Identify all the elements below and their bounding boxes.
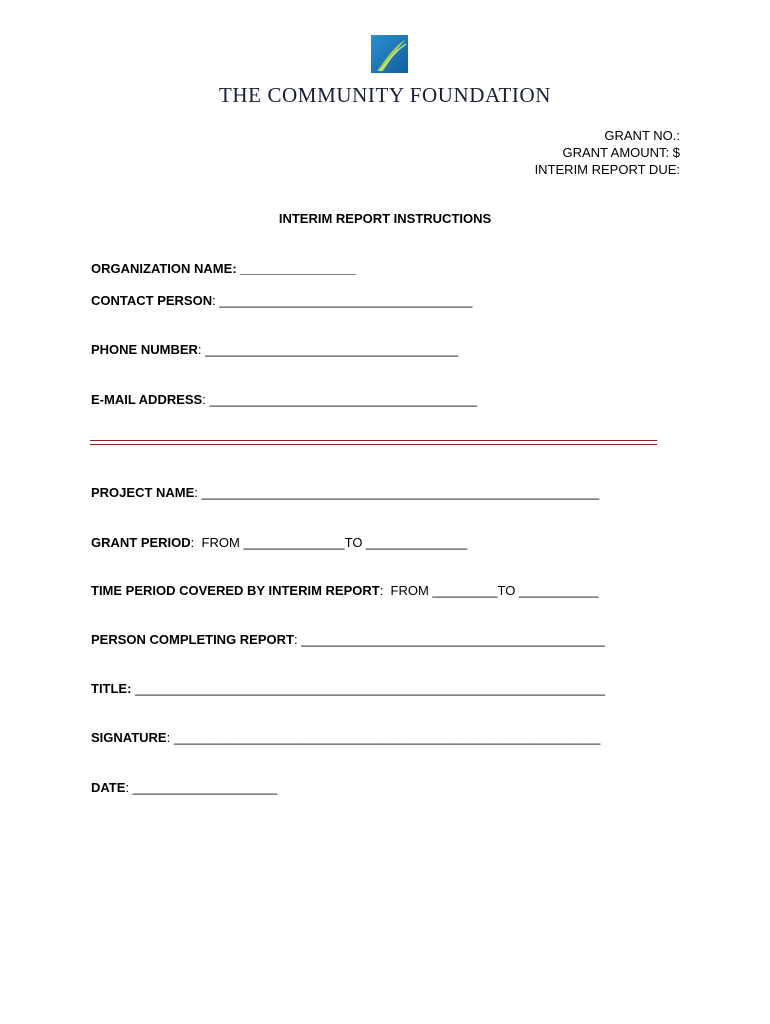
foundation-logo-text: THE COMMUNITY FOUNDATION — [218, 83, 552, 107]
contact-person-field[interactable]: CONTACT PERSON: ___________________________________ — [91, 293, 473, 308]
title-field[interactable]: TITLE: _________________________________________________________________ — [91, 681, 606, 696]
grant-info-block — [535, 127, 680, 178]
person-completing-report-field[interactable]: PERSON COMPLETING REPORT: __________________________________________ — [91, 632, 605, 647]
phone-number-field[interactable]: PHONE NUMBER: ___________________________________ — [91, 342, 459, 357]
grant-amount-label: GRANT AMOUNT: $ — [562, 145, 680, 160]
interim-report-due-label: INTERIM REPORT DUE: — [534, 162, 680, 177]
foundation-logo-icon — [371, 35, 408, 73]
organization-name-field[interactable]: ORGANIZATION NAME: ________________ — [91, 261, 356, 276]
section-divider — [90, 440, 657, 445]
date-field[interactable]: DATE: ____________________ — [91, 780, 278, 795]
grant-number-label: GRANT NO.: — [604, 128, 680, 143]
time-period-covered-field[interactable]: TIME PERIOD COVERED BY INTERIM REPORT: FROM _________TO ___________ — [91, 583, 599, 598]
signature-field[interactable]: SIGNATURE: ___________________________________________________________ — [91, 730, 601, 745]
document-title: INTERIM REPORT INSTRUCTIONS — [278, 211, 492, 226]
grant-period-field[interactable]: GRANT PERIOD: FROM ______________TO ______________ — [91, 535, 468, 550]
project-name-field[interactable]: PROJECT NAME: _______________________________________________________ — [91, 485, 600, 500]
email-address-field[interactable]: E-MAIL ADDRESS: _____________________________________ — [91, 392, 477, 407]
